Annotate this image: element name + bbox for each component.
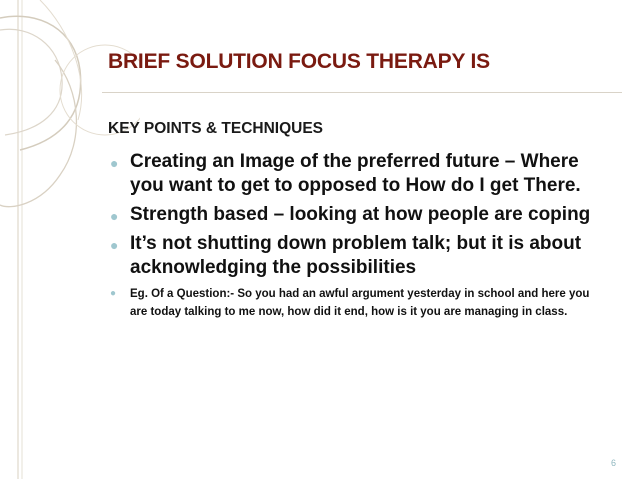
bullet-text: Creating an Image of the preferred future – Where you want to get to opposed to How do I get There. bbox=[130, 151, 581, 196]
bullet-list bbox=[108, 150, 608, 321]
decor-arc-4 bbox=[40, 0, 82, 120]
slide-title: BRIEF SOLUTION FOCUS THERAPY IS bbox=[108, 50, 490, 73]
bullet-icon: ● bbox=[110, 237, 119, 253]
bullet-icon: ● bbox=[110, 155, 119, 171]
bullet-item bbox=[108, 150, 608, 198]
bullet-item bbox=[108, 203, 608, 227]
bullet-item bbox=[108, 285, 608, 321]
bullet-text: Strength based – looking at how people are coping bbox=[130, 204, 591, 225]
title-divider bbox=[102, 92, 622, 93]
bullet-item bbox=[108, 232, 608, 280]
bullet-icon: ● bbox=[110, 288, 117, 299]
decor-arc-2 bbox=[0, 29, 62, 135]
bullet-text: It’s not shutting down problem talk; but it is about acknowledging the possibilities bbox=[130, 233, 582, 278]
bullet-icon: ● bbox=[110, 208, 119, 224]
bullet-text: Eg. Of a Question:- So you had an awful argument yesterday in school and here you are today talking to me now, how did it end, how is it you are managing in class. bbox=[130, 288, 590, 318]
page-number: 6 bbox=[610, 458, 616, 468]
subheading: KEY POINTS & TECHNIQUES bbox=[108, 120, 324, 137]
